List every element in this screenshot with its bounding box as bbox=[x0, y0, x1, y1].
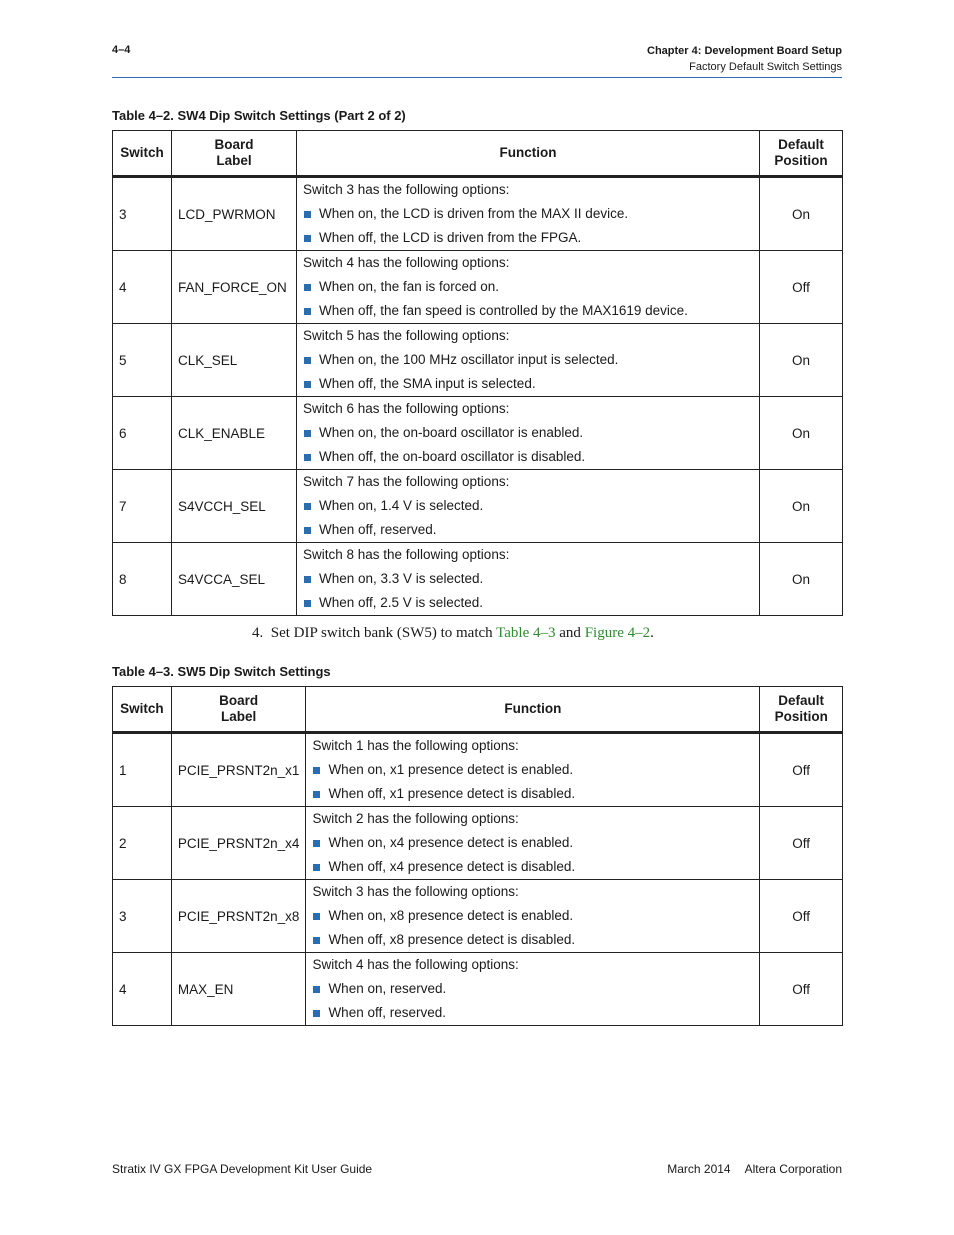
bullet-item: When on, 1.4 V is selected. bbox=[303, 494, 753, 518]
figure-link[interactable]: Figure 4–2 bbox=[584, 625, 651, 641]
square-bullet-icon bbox=[304, 527, 311, 534]
bullet-item: When off, the fan speed is controlled by the MAX1619 device. bbox=[303, 299, 753, 323]
bullet-item: When on, x1 presence detect is enabled. bbox=[312, 758, 753, 782]
table-row bbox=[113, 733, 843, 807]
cell-board-label: LCD_PWRMON bbox=[171, 177, 296, 251]
footer-date: March 2014 bbox=[667, 1162, 731, 1176]
col-header-switch: Switch bbox=[113, 131, 172, 177]
cell-switch: 5 bbox=[113, 324, 172, 397]
square-bullet-icon bbox=[304, 430, 311, 437]
bullet-item: When on, 3.3 V is selected. bbox=[303, 567, 753, 591]
col-header-board-label: Board Label bbox=[171, 131, 296, 177]
table-row bbox=[113, 324, 843, 397]
bullet-item: When off, reserved. bbox=[303, 518, 753, 542]
cell-default-position: Off bbox=[760, 251, 843, 324]
cell-board-label: CLK_SEL bbox=[171, 324, 296, 397]
cell-board-label: PCIE_PRSNT2n_x8 bbox=[171, 880, 306, 953]
bullet-item: When on, reserved. bbox=[312, 977, 753, 1001]
cell-default-position: Off bbox=[760, 733, 843, 807]
table-row bbox=[113, 251, 843, 324]
table-caption: Table 4–2. SW4 Dip Switch Settings (Part 2 of 2) bbox=[112, 108, 406, 123]
square-bullet-icon bbox=[304, 235, 311, 242]
square-bullet-icon bbox=[313, 767, 320, 774]
cell-function bbox=[296, 397, 759, 470]
cell-switch: 3 bbox=[113, 177, 172, 251]
col-header-default: Default Position bbox=[760, 131, 843, 177]
cell-function bbox=[306, 953, 760, 1026]
square-bullet-icon bbox=[304, 284, 311, 291]
col-header-switch: Switch bbox=[113, 687, 172, 733]
function-intro: Switch 4 has the following options: bbox=[302, 255, 510, 270]
cell-switch: 4 bbox=[113, 953, 172, 1026]
cell-function bbox=[296, 324, 759, 397]
cell-function bbox=[296, 251, 759, 324]
page-number: 4–4 bbox=[112, 44, 131, 56]
cell-function bbox=[306, 807, 760, 880]
bullet-item: When on, the on-board oscillator is enabled. bbox=[303, 421, 753, 445]
square-bullet-icon bbox=[304, 600, 311, 607]
cell-default-position: Off bbox=[760, 880, 843, 953]
col-header-default: Default Position bbox=[760, 687, 843, 733]
step-instruction: 4. Set DIP switch bank (SW5) to match Table 4–3 and Figure 4–2. bbox=[252, 625, 654, 641]
table-row bbox=[113, 470, 843, 543]
cell-default-position: On bbox=[760, 324, 843, 397]
square-bullet-icon bbox=[304, 381, 311, 388]
cell-switch: 6 bbox=[113, 397, 172, 470]
square-bullet-icon bbox=[304, 211, 311, 218]
function-intro: Switch 5 has the following options: bbox=[302, 328, 510, 343]
function-intro: Switch 7 has the following options: bbox=[302, 474, 510, 489]
cell-switch: 8 bbox=[113, 543, 172, 616]
function-intro: Switch 4 has the following options: bbox=[312, 957, 519, 972]
cell-default-position: On bbox=[760, 397, 843, 470]
running-header bbox=[647, 43, 842, 75]
function-intro: Switch 3 has the following options: bbox=[312, 884, 519, 899]
table-row bbox=[113, 397, 843, 470]
cell-board-label: PCIE_PRSNT2n_x4 bbox=[171, 807, 306, 880]
cell-function bbox=[306, 733, 760, 807]
col-header-function: Function bbox=[306, 687, 760, 733]
bullet-item: When off, the LCD is driven from the FPGA. bbox=[303, 226, 753, 250]
function-intro: Switch 1 has the following options: bbox=[312, 738, 519, 753]
chapter-title: Chapter 4: Development Board Setup bbox=[647, 45, 842, 57]
table-row bbox=[113, 807, 843, 880]
square-bullet-icon bbox=[304, 576, 311, 583]
table-row bbox=[113, 880, 843, 953]
cell-board-label: FAN_FORCE_ON bbox=[171, 251, 296, 324]
cell-board-label: CLK_ENABLE bbox=[171, 397, 296, 470]
bullet-item: When off, x1 presence detect is disabled. bbox=[312, 782, 753, 806]
bullet-item: When on, the LCD is driven from the MAX II device. bbox=[303, 202, 753, 226]
cell-function bbox=[296, 543, 759, 616]
bullet-item: When off, the on-board oscillator is disabled. bbox=[303, 445, 753, 469]
sw4-table bbox=[112, 130, 843, 616]
cell-function bbox=[306, 880, 760, 953]
square-bullet-icon bbox=[304, 357, 311, 364]
cell-function bbox=[296, 177, 759, 251]
cell-default-position: On bbox=[760, 177, 843, 251]
footer-company: Altera Corporation bbox=[744, 1162, 842, 1176]
table-header-row bbox=[113, 131, 843, 177]
table-row bbox=[113, 953, 843, 1026]
bullet-item: When off, the SMA input is selected. bbox=[303, 372, 753, 396]
cell-board-label: S4VCCH_SEL bbox=[171, 470, 296, 543]
square-bullet-icon bbox=[313, 986, 320, 993]
col-header-board-label: Board Label bbox=[171, 687, 306, 733]
square-bullet-icon bbox=[304, 454, 311, 461]
table-row bbox=[113, 543, 843, 616]
bullet-item: When on, the fan is forced on. bbox=[303, 275, 753, 299]
cell-switch: 7 bbox=[113, 470, 172, 543]
function-intro: Switch 3 has the following options: bbox=[302, 182, 510, 197]
function-intro: Switch 8 has the following options: bbox=[302, 547, 510, 562]
footer-doc-title: Stratix IV GX FPGA Development Kit User Guide bbox=[112, 1162, 373, 1176]
cell-switch: 4 bbox=[113, 251, 172, 324]
col-header-function: Function bbox=[296, 131, 759, 177]
cell-default-position: On bbox=[760, 470, 843, 543]
cell-default-position: Off bbox=[760, 807, 843, 880]
bullet-item: When on, x4 presence detect is enabled. bbox=[312, 831, 753, 855]
bullet-item: When off, 2.5 V is selected. bbox=[303, 591, 753, 615]
square-bullet-icon bbox=[304, 503, 311, 510]
function-intro: Switch 6 has the following options: bbox=[302, 401, 510, 416]
function-intro: Switch 2 has the following options: bbox=[312, 811, 519, 826]
cell-function bbox=[296, 470, 759, 543]
bullet-item: When off, x8 presence detect is disabled. bbox=[312, 928, 753, 952]
cell-default-position: On bbox=[760, 543, 843, 616]
square-bullet-icon bbox=[313, 1010, 320, 1017]
cell-board-label: PCIE_PRSNT2n_x1 bbox=[171, 733, 306, 807]
bullet-item: When on, x8 presence detect is enabled. bbox=[312, 904, 753, 928]
table-caption: Table 4–3. SW5 Dip Switch Settings bbox=[112, 664, 331, 679]
header-rule bbox=[112, 77, 842, 78]
bullet-item: When on, the 100 MHz oscillator input is selected. bbox=[303, 348, 753, 372]
section-title: Factory Default Switch Settings bbox=[689, 61, 842, 73]
bullet-item: When off, x4 presence detect is disabled. bbox=[312, 855, 753, 879]
square-bullet-icon bbox=[313, 913, 320, 920]
table-link[interactable]: Table 4–3 bbox=[496, 625, 556, 641]
square-bullet-icon bbox=[304, 308, 311, 315]
sw5-table bbox=[112, 686, 843, 1026]
footer-info bbox=[667, 1162, 842, 1176]
cell-switch: 1 bbox=[113, 733, 172, 807]
square-bullet-icon bbox=[313, 840, 320, 847]
cell-switch: 3 bbox=[113, 880, 172, 953]
square-bullet-icon bbox=[313, 864, 320, 871]
table-row bbox=[113, 177, 843, 251]
cell-board-label: S4VCCA_SEL bbox=[171, 543, 296, 616]
square-bullet-icon bbox=[313, 791, 320, 798]
bullet-item: When off, reserved. bbox=[312, 1001, 753, 1025]
cell-board-label: MAX_EN bbox=[171, 953, 306, 1026]
table-header-row bbox=[113, 687, 843, 733]
cell-default-position: Off bbox=[760, 953, 843, 1026]
square-bullet-icon bbox=[313, 937, 320, 944]
cell-switch: 2 bbox=[113, 807, 172, 880]
